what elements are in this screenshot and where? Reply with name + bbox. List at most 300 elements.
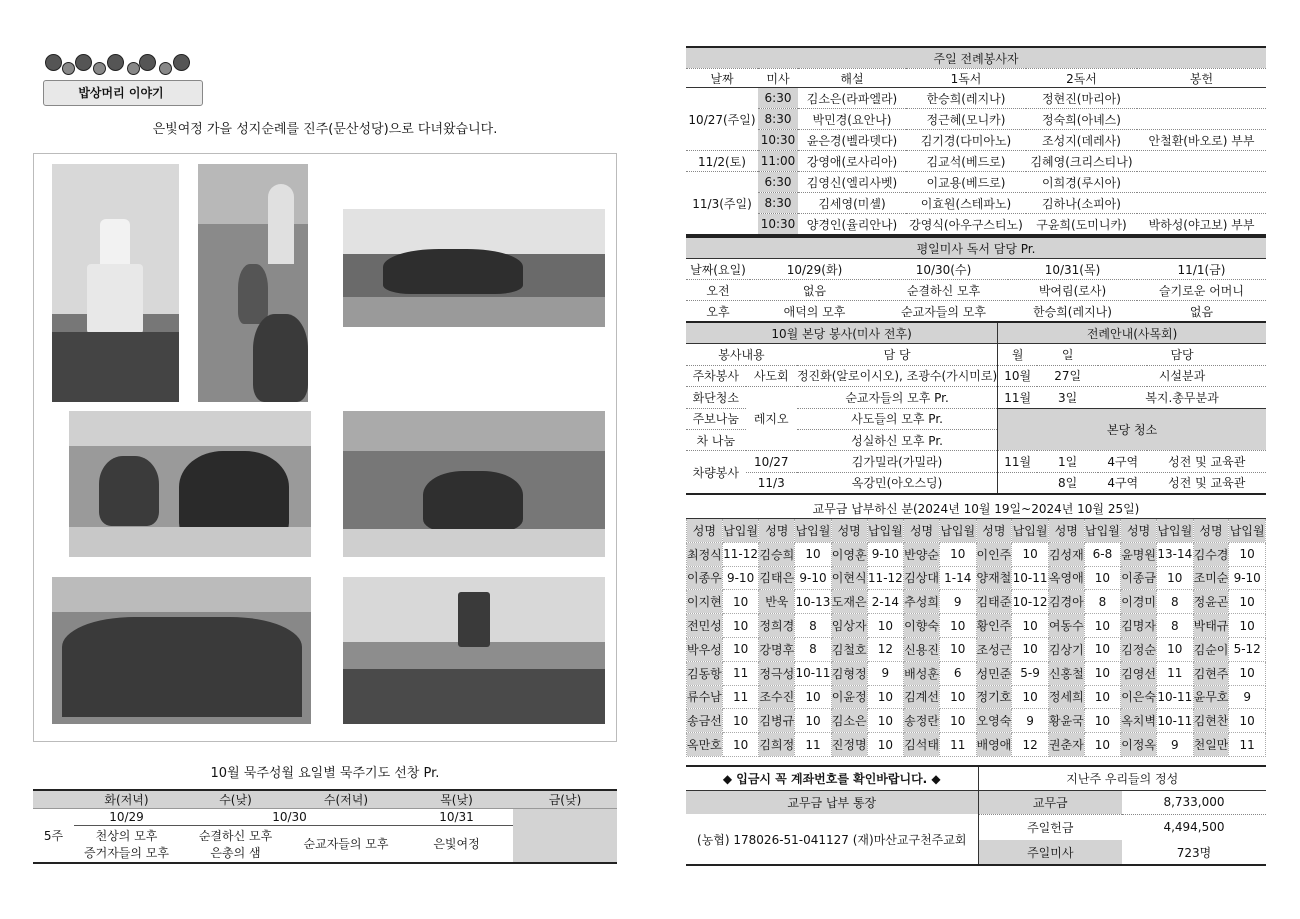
dues-month: 8 xyxy=(1157,590,1194,614)
rosary-friday-cell xyxy=(513,809,617,863)
cleaning-cell xyxy=(998,472,1038,494)
dues-month: 9 xyxy=(1157,733,1194,757)
dues-name: 반욱 xyxy=(759,590,795,614)
table-row xyxy=(687,542,1266,566)
face-icon xyxy=(93,62,106,75)
dues-month: 10 xyxy=(1084,566,1121,590)
dues-month: 9-10 xyxy=(867,542,904,566)
dues-month: 10 xyxy=(722,733,759,757)
dues-month: 11-12 xyxy=(867,566,904,590)
dues-month: 8 xyxy=(1084,590,1121,614)
dues-month: 10 xyxy=(722,637,759,661)
dues-month: 10 xyxy=(867,733,904,757)
dues-month: 9 xyxy=(1229,685,1266,709)
dues-month: 10 xyxy=(1012,637,1049,661)
rosary-corner xyxy=(33,790,74,809)
face-icon xyxy=(173,54,190,71)
dues-month: 10 xyxy=(722,590,759,614)
liturgy-time: 10:30 xyxy=(758,130,798,151)
weekday-header: 날짜(요일) xyxy=(686,259,750,280)
table-row xyxy=(687,661,1266,685)
liturgy-cell: 구윤희(도미니카) xyxy=(1026,214,1137,236)
liturgy-cell: 김영신(엘리사벳) xyxy=(798,172,906,193)
dues-name: 김태준 xyxy=(976,590,1012,614)
face-icon xyxy=(127,62,140,75)
dues-name: 김영선 xyxy=(1121,661,1157,685)
church-exterior-photo xyxy=(52,164,179,402)
guide-cell: 27일 xyxy=(1037,365,1098,386)
dues-header-month: 납입월 xyxy=(1229,519,1266,543)
offering-label: 주일미사 xyxy=(978,840,1122,865)
liturgy-time: 6:30 xyxy=(758,88,798,109)
table-row xyxy=(687,733,1266,757)
dues-name: 임상자 xyxy=(831,614,867,638)
rosary-date: 10/30 xyxy=(179,809,400,826)
weekday-header: 11/1(금) xyxy=(1137,259,1266,280)
dues-month: 10 xyxy=(939,637,976,661)
cleaning-cell: 11월 xyxy=(998,451,1038,472)
dues-month: 10 xyxy=(867,709,904,733)
dues-month: 10-13 xyxy=(795,590,832,614)
dues-month: 10-11 xyxy=(1157,709,1194,733)
weekday-header: 10/29(화) xyxy=(750,259,879,280)
service-value: 정진화(알로이시오), 조광수(가시미로) xyxy=(797,365,998,386)
photo-caption: 은빛여정 가을 성지순례를 진주(문산성당)으로 다녀왔습니다. xyxy=(152,122,498,137)
dues-month: 10 xyxy=(867,614,904,638)
table-row xyxy=(687,566,1266,590)
weekday-header: 10/30(수) xyxy=(879,259,1008,280)
guide-header: 담당 xyxy=(1098,344,1266,365)
service-header: 봉사내용 xyxy=(686,344,797,365)
liturgy-cell: 강영식(아우구스티노) xyxy=(906,214,1026,236)
dues-name: 조미순 xyxy=(1193,566,1229,590)
dues-name: 윤명원 xyxy=(1121,542,1157,566)
dues-header-name: 성명 xyxy=(1048,519,1084,543)
dues-name: 도재은 xyxy=(831,590,867,614)
dues-name: 이윤정 xyxy=(831,685,867,709)
liturgy-date: 11/3(주일) xyxy=(686,172,758,236)
dues-header-name: 성명 xyxy=(759,519,795,543)
liturgy-cell: 김세영(미셸) xyxy=(798,193,906,214)
dues-name: 신용진 xyxy=(904,637,940,661)
dues-name: 김수경 xyxy=(1193,542,1229,566)
cleaning-cell: 4구역 xyxy=(1098,451,1147,472)
dues-month: 9-10 xyxy=(722,566,759,590)
dues-month: 10-11 xyxy=(795,661,832,685)
liturgy-cell: 윤은경(벨라뎃다) xyxy=(798,130,906,151)
cleaning-cell: 8일 xyxy=(1037,472,1098,494)
dues-name: 김현주 xyxy=(1193,661,1229,685)
dues-name: 이현식 xyxy=(831,566,867,590)
dues-month: 11 xyxy=(939,733,976,757)
guide-cell: 3일 xyxy=(1037,387,1098,408)
dues-name: 김정순 xyxy=(1121,637,1157,661)
dues-name: 송금선 xyxy=(687,709,723,733)
liturgy-header: 미사 xyxy=(758,69,798,88)
dues-month: 9 xyxy=(939,590,976,614)
dues-name: 오영숙 xyxy=(976,709,1012,733)
cleaning-cell: 성전 및 교육관 xyxy=(1147,451,1266,472)
dues-name: 정극성 xyxy=(759,661,795,685)
chapel-prayer-photo xyxy=(52,577,311,724)
weekday-cell: 순교자들의 모후 xyxy=(879,301,1008,323)
deposit-notice: ◆ 입금시 꼭 계좌번호를 확인바랍니다. ◆ xyxy=(686,766,978,790)
dues-month: 8 xyxy=(795,614,832,638)
dues-header-name: 성명 xyxy=(831,519,867,543)
dues-header-name: 성명 xyxy=(1193,519,1229,543)
face-icon xyxy=(45,54,62,71)
dues-month: 10 xyxy=(939,709,976,733)
dues-month: 10 xyxy=(1084,637,1121,661)
rosary-cell: 순교자들의 모후 xyxy=(292,826,400,863)
dues-month: 10 xyxy=(795,542,832,566)
dues-name: 최정식 xyxy=(687,542,723,566)
dues-month: 10 xyxy=(939,542,976,566)
guide-cell: 시설분과 xyxy=(1098,365,1266,386)
dues-name: 박우성 xyxy=(687,637,723,661)
dues-month: 10 xyxy=(1012,614,1049,638)
rosary-cell: 순결하신 모후 은총의 샘 xyxy=(179,826,292,863)
parish-service-table xyxy=(686,321,1266,495)
guide-header: 일 xyxy=(1037,344,1098,365)
service-group: 레지오 xyxy=(746,387,797,451)
dues-month: 8 xyxy=(1157,614,1194,638)
dues-name: 김상대 xyxy=(904,566,940,590)
liturgy-cell: 이희경(루시아) xyxy=(1026,172,1137,193)
service-value: 성실하신 모후 Pr. xyxy=(797,429,998,450)
liturgy-cell: 조성지(데레사) xyxy=(1026,130,1137,151)
dues-name: 권춘자 xyxy=(1048,733,1084,757)
rosary-header: 수(저녁) xyxy=(292,790,400,809)
service-group: 10/27 xyxy=(746,451,797,472)
dues-month: 9 xyxy=(1012,709,1049,733)
service-group: 사도회 xyxy=(746,365,797,386)
dues-month: 10 xyxy=(867,685,904,709)
dues-month: 1-14 xyxy=(939,566,976,590)
dues-name: 김순이 xyxy=(1193,637,1229,661)
cleaning-cell: 성전 및 교육관 xyxy=(1147,472,1266,494)
offering-value: 4,494,500 xyxy=(1122,814,1266,840)
dues-name: 이정옥 xyxy=(1121,733,1157,757)
dues-month: 10 xyxy=(722,709,759,733)
dues-name: 옥만호 xyxy=(687,733,723,757)
liturgy-cell xyxy=(1137,88,1266,109)
dues-name: 조수진 xyxy=(759,685,795,709)
dues-name: 이지현 xyxy=(687,590,723,614)
rosary-cell: 천상의 모후 증거자들의 모후 xyxy=(74,826,179,863)
dues-name: 성민준 xyxy=(976,661,1012,685)
dues-name: 윤무호 xyxy=(1193,685,1229,709)
dues-month: 5-12 xyxy=(1229,637,1266,661)
dues-header-month: 납입월 xyxy=(795,519,832,543)
dues-name: 김성재 xyxy=(1048,542,1084,566)
rosary-header: 화(저녁) xyxy=(74,790,179,809)
weekday-cell: 없음 xyxy=(1137,301,1266,323)
dues-month: 10 xyxy=(1084,661,1121,685)
service-label: 화단청소 xyxy=(686,387,746,408)
dues-name: 이종우 xyxy=(687,566,723,590)
dues-name: 배영애 xyxy=(976,733,1012,757)
chapel-altar-photo xyxy=(343,577,605,724)
dues-name: 양재철 xyxy=(976,566,1012,590)
dues-month: 8 xyxy=(795,637,832,661)
liturgy-cell: 김기경(다미아노) xyxy=(906,130,1026,151)
weekday-cell: 애덕의 모후 xyxy=(750,301,879,323)
dues-month: 10-11 xyxy=(1157,685,1194,709)
dues-month: 10 xyxy=(1229,542,1266,566)
dues-month: 11 xyxy=(795,733,832,757)
dues-header-name: 성명 xyxy=(976,519,1012,543)
face-icon xyxy=(159,62,172,75)
dues-name: 김형정 xyxy=(831,661,867,685)
service-label: 주차봉사 xyxy=(686,365,746,386)
table-row xyxy=(687,590,1266,614)
dues-header-month: 납입월 xyxy=(939,519,976,543)
face-icon xyxy=(75,54,92,71)
dues-month: 6-8 xyxy=(1084,542,1121,566)
weekday-readers-table xyxy=(686,236,1266,323)
dues-name: 배성훈 xyxy=(904,661,940,685)
service-value: 옥강민(아오스딩) xyxy=(797,472,998,494)
offering-title: 지난주 우리들의 정성 xyxy=(978,766,1266,790)
weekday-cell: 박여림(로사) xyxy=(1008,280,1137,301)
liturgy-cell: 김혜영(크리스티나) xyxy=(1026,151,1137,172)
service-value: 순교자들의 모후 Pr. xyxy=(797,387,998,408)
table-row xyxy=(687,709,1266,733)
dues-name: 이영훈 xyxy=(831,542,867,566)
liturgy-time: 6:30 xyxy=(758,172,798,193)
liturgy-cell: 이효원(스테파노) xyxy=(906,193,1026,214)
dining-photo-2 xyxy=(343,411,605,557)
cleaning-title: 본당 청소 xyxy=(998,408,1266,451)
service-title: 10월 본당 봉사(미사 전후) xyxy=(686,322,998,344)
dues-name: 천일만 xyxy=(1193,733,1229,757)
liturgy-cell: 한승희(레지나) xyxy=(906,88,1026,109)
dues-header-month: 납입월 xyxy=(867,519,904,543)
dining-photo-1 xyxy=(69,411,311,557)
dues-month: 10 xyxy=(1084,709,1121,733)
dues-month: 10-11 xyxy=(1012,566,1049,590)
weekday-cell: 오전 xyxy=(686,280,750,301)
liturgy-time: 10:30 xyxy=(758,214,798,236)
weekday-cell: 한승희(레지나) xyxy=(1008,301,1137,323)
table-row xyxy=(687,637,1266,661)
photo-collage xyxy=(33,153,617,742)
liturgy-cell: 정근혜(모니카) xyxy=(906,109,1026,130)
dues-name: 옥영애 xyxy=(1048,566,1084,590)
liturgy-cell: 김하나(소피아) xyxy=(1026,193,1137,214)
weekday-title: 평일미사 독서 담당 Pr. xyxy=(686,237,1266,259)
account-number: (농협) 178026-51-041127 (재)마산교구천주교회 xyxy=(686,814,978,865)
dues-name: 김경아 xyxy=(1048,590,1084,614)
logo-title: 밥상머리 이야기 xyxy=(78,86,164,100)
dues-name: 황윤국 xyxy=(1048,709,1084,733)
dues-name: 신홍철 xyxy=(1048,661,1084,685)
dues-header-month: 납입월 xyxy=(722,519,759,543)
liturgy-time: 11:00 xyxy=(758,151,798,172)
guide-cell: 10월 xyxy=(998,365,1038,386)
guide-cell: 11월 xyxy=(998,387,1038,408)
dues-payment-table xyxy=(686,498,1266,757)
offering-label: 교무금 xyxy=(978,790,1122,814)
rosary-schedule-title: 10월 묵주성월 요일별 묵주기도 선창 Pr. xyxy=(210,766,440,781)
liturgy-date: 10/27(주일) xyxy=(686,88,758,151)
offering-summary xyxy=(686,765,1266,866)
liturgy-title: 주일 전례봉사자 xyxy=(686,47,1266,69)
liturgy-header: 봉헌 xyxy=(1137,69,1266,88)
dues-name: 류수남 xyxy=(687,685,723,709)
liturgy-cell: 김교석(베드로) xyxy=(906,151,1026,172)
weekday-cell: 순결하신 모후 xyxy=(879,280,1008,301)
dues-month: 12 xyxy=(1012,733,1049,757)
dues-month: 10 xyxy=(939,614,976,638)
dues-name: 이인주 xyxy=(976,542,1012,566)
dues-month: 10 xyxy=(1012,685,1049,709)
dues-month: 10 xyxy=(1157,637,1194,661)
dues-name: 박태규 xyxy=(1193,614,1229,638)
dues-month: 10 xyxy=(1229,709,1266,733)
dues-name: 김소은 xyxy=(831,709,867,733)
rosary-date: 10/31 xyxy=(400,809,513,826)
dues-header-name: 성명 xyxy=(904,519,940,543)
dues-month: 10 xyxy=(1229,590,1266,614)
dues-name: 조성근 xyxy=(976,637,1012,661)
dues-month: 9-10 xyxy=(1229,566,1266,590)
dues-header-month: 납입월 xyxy=(1084,519,1121,543)
offering-value: 8,733,000 xyxy=(1122,790,1266,814)
dues-month: 11-12 xyxy=(722,542,759,566)
face-icon xyxy=(62,62,75,75)
liturgy-cell: 박하성(야고보) 부부 xyxy=(1137,214,1266,236)
liturgy-cell: 이교용(베드로) xyxy=(906,172,1026,193)
dues-month: 9-10 xyxy=(795,566,832,590)
weekday-header: 10/31(목) xyxy=(1008,259,1137,280)
dues-name: 이종금 xyxy=(1121,566,1157,590)
dues-month: 6 xyxy=(939,661,976,685)
dues-month: 10 xyxy=(1012,542,1049,566)
guide-header: 월 xyxy=(998,344,1038,365)
dues-title: 교무금 납부하신 분(2024년 10월 19일~2024년 10월 25일) xyxy=(687,498,1266,519)
service-label: 차 나눔 xyxy=(686,429,746,450)
dues-month: 9 xyxy=(867,661,904,685)
liturgy-cell xyxy=(1137,151,1266,172)
dues-name: 김현찬 xyxy=(1193,709,1229,733)
dues-month: 10 xyxy=(1229,661,1266,685)
liturgy-cell: 정현진(마리아) xyxy=(1026,88,1137,109)
church-interior-photo xyxy=(198,164,308,402)
dues-name: 이향숙 xyxy=(904,614,940,638)
guide-title: 전례안내(사목회) xyxy=(998,322,1266,344)
dues-name: 옥치벽 xyxy=(1121,709,1157,733)
weekday-cell: 슬기로운 어머니 xyxy=(1137,280,1266,301)
dues-name: 황인주 xyxy=(976,614,1012,638)
dues-header-month: 납입월 xyxy=(1157,519,1194,543)
service-value: 김가밀라(가밀라) xyxy=(797,451,998,472)
dues-name: 진정명 xyxy=(831,733,867,757)
liturgy-servers-table xyxy=(686,46,1266,236)
dues-name: 김승희 xyxy=(759,542,795,566)
liturgy-cell xyxy=(1137,172,1266,193)
rosary-header: 금(낮) xyxy=(513,790,617,809)
dues-name: 정세희 xyxy=(1048,685,1084,709)
column-logo xyxy=(35,42,207,106)
liturgy-date: 11/2(토) xyxy=(686,151,758,172)
dues-month: 10 xyxy=(1084,685,1121,709)
dues-month: 11 xyxy=(722,661,759,685)
account-title: 교무금 납부 통장 xyxy=(686,790,978,814)
liturgy-time: 8:30 xyxy=(758,193,798,214)
liturgy-cell: 박민경(요안나) xyxy=(798,109,906,130)
dues-month: 10 xyxy=(1084,733,1121,757)
dues-month: 10 xyxy=(1084,614,1121,638)
dues-name: 정기호 xyxy=(976,685,1012,709)
rosary-date: 10/29 xyxy=(74,809,179,826)
dues-month: 10 xyxy=(1157,566,1194,590)
dues-name: 여동수 xyxy=(1048,614,1084,638)
dues-name: 이경미 xyxy=(1121,590,1157,614)
cleaning-cell: 1일 xyxy=(1037,451,1098,472)
dues-header-name: 성명 xyxy=(1121,519,1157,543)
rosary-schedule-table xyxy=(33,789,617,864)
dues-month: 2-14 xyxy=(867,590,904,614)
dues-month: 10 xyxy=(722,614,759,638)
dues-name: 김태은 xyxy=(759,566,795,590)
rosary-header: 수(낮) xyxy=(179,790,292,809)
dues-name: 전민성 xyxy=(687,614,723,638)
dues-name: 강명후 xyxy=(759,637,795,661)
cleaning-cell: 4구역 xyxy=(1098,472,1147,494)
liturgy-cell: 김소은(라파엘라) xyxy=(798,88,906,109)
dues-month: 13-14 xyxy=(1157,542,1194,566)
dues-name: 정윤곤 xyxy=(1193,590,1229,614)
liturgy-time: 8:30 xyxy=(758,109,798,130)
liturgy-cell: 강영애(로사리아) xyxy=(798,151,906,172)
rosary-cell: 은빛여정 xyxy=(400,826,513,863)
dues-month: 10 xyxy=(795,709,832,733)
dues-name: 김철호 xyxy=(831,637,867,661)
liturgy-cell: 정숙희(아녜스) xyxy=(1026,109,1137,130)
offering-value: 723명 xyxy=(1122,840,1266,865)
liturgy-header: 2독서 xyxy=(1026,69,1137,88)
table-row xyxy=(687,685,1266,709)
dues-month: 5-9 xyxy=(1012,661,1049,685)
liturgy-cell xyxy=(1137,109,1266,130)
face-icon xyxy=(139,54,156,71)
service-group: 11/3 xyxy=(746,472,797,494)
liturgy-header: 날짜 xyxy=(686,69,758,88)
weekday-cell: 없음 xyxy=(750,280,879,301)
rosary-week: 5주 xyxy=(33,809,74,863)
liturgy-cell xyxy=(1137,193,1266,214)
dues-header-month: 납입월 xyxy=(1012,519,1049,543)
dues-name: 반양순 xyxy=(904,542,940,566)
liturgy-cell: 양경인(율리안나) xyxy=(798,214,906,236)
liturgy-cell: 안철환(바오로) 부부 xyxy=(1137,130,1266,151)
dues-month: 11 xyxy=(1229,733,1266,757)
dues-month: 12 xyxy=(867,637,904,661)
service-label: 차량봉사 xyxy=(686,451,746,494)
dues-name: 김계선 xyxy=(904,685,940,709)
dues-name: 김병규 xyxy=(759,709,795,733)
liturgy-header: 1독서 xyxy=(906,69,1026,88)
offering-label: 주일헌금 xyxy=(978,814,1122,840)
dues-name: 정희경 xyxy=(759,614,795,638)
dues-name: 김동항 xyxy=(687,661,723,685)
table-row xyxy=(687,614,1266,638)
dues-name: 추성희 xyxy=(904,590,940,614)
dues-header-name: 성명 xyxy=(687,519,723,543)
liturgy-header: 해설 xyxy=(798,69,906,88)
